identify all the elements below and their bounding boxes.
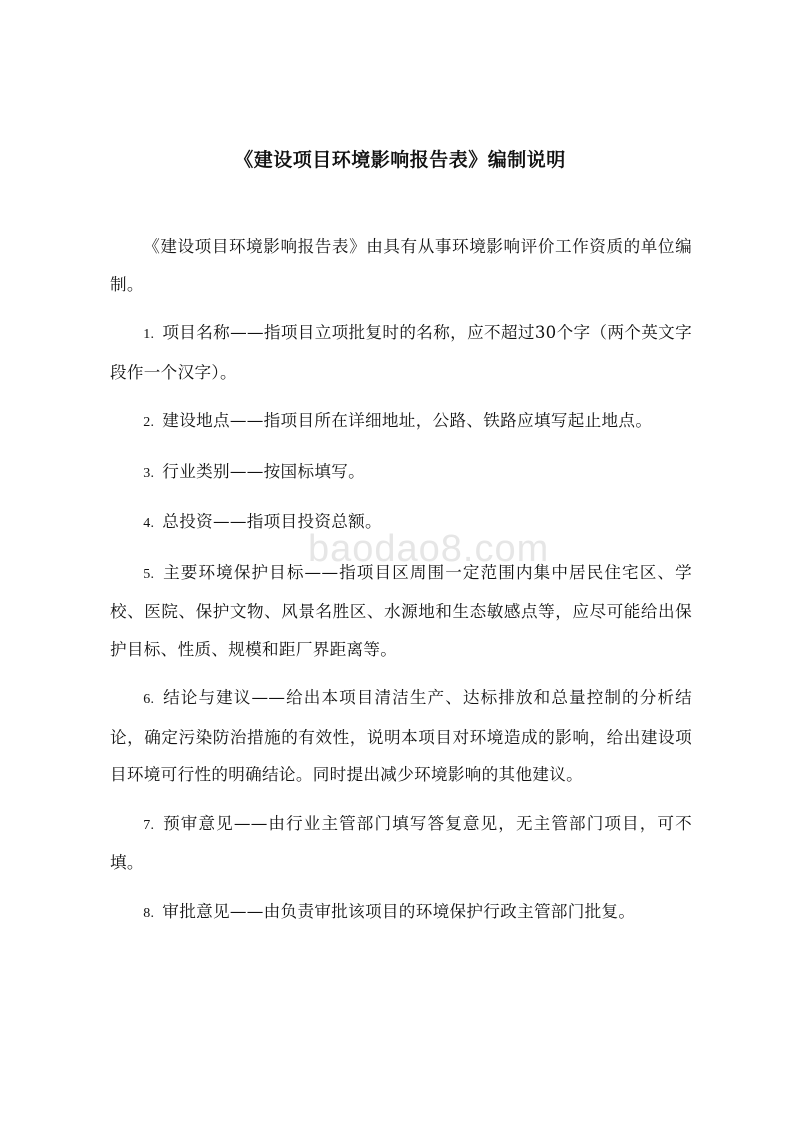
item-2: [110, 402, 692, 442]
item-text: 主要环境保护目标——指项目区周围一定范围内集中居民住宅区、学校、医院、保护文物、风景名胜区、水源地和生态敏感点等，应尽可能给出保护目标、性质、规模和距厂界距离等。: [110, 562, 692, 659]
item-5: [110, 554, 692, 669]
item-6: [110, 679, 692, 794]
item-4: [110, 503, 692, 543]
item-number: 5.: [143, 566, 155, 582]
item-text: 项目名称——指项目立项批复时的名称，应不超过30个字（两个英文字段作一个汉字）。: [110, 323, 692, 382]
item-8: [110, 893, 692, 933]
item-3: [110, 453, 692, 493]
item-text: 预审意见——由行业主管部门填写答复意见，无主管部门项目，可不填。: [110, 813, 692, 872]
item-number: 8.: [143, 905, 155, 921]
item-number: 4.: [143, 516, 155, 531]
intro-paragraph: 《建设项目环境影响报告表》由具有从事环境影响评价工作资质的单位编制。: [110, 237, 692, 294]
item-number: 6.: [143, 692, 155, 707]
item-number: 1.: [143, 327, 155, 342]
item-number: 7.: [143, 817, 155, 833]
item-text: 行业类别——按国标填写。: [162, 461, 366, 481]
item-number: 3.: [143, 465, 155, 481]
watermark: baodao8.com: [308, 528, 550, 570]
item-text: 审批意见——由负责审批该项目的环境保护行政主管部门批复。: [162, 901, 636, 921]
item-number: 2.: [143, 415, 155, 430]
item-7: [110, 805, 692, 882]
item-text: 结论与建议——给出本项目清洁生产、达标排放和总量控制的分析结论，确定污染防治措施的有效性，说明本项目对环境造成的影响，给出建设项目环境可行性的明确结论。同时提出减少环境影响的其他建议。: [110, 688, 692, 784]
document-body: [110, 228, 692, 943]
item-text: 建设地点——指项目所在详细地址，公路、铁路应填写起止地点。: [162, 411, 653, 430]
item-text: 总投资——指项目投资总额。: [162, 512, 382, 531]
item-1: [110, 314, 692, 391]
document-title: 《建设项目环境影响报告表》编制说明: [234, 149, 566, 171]
